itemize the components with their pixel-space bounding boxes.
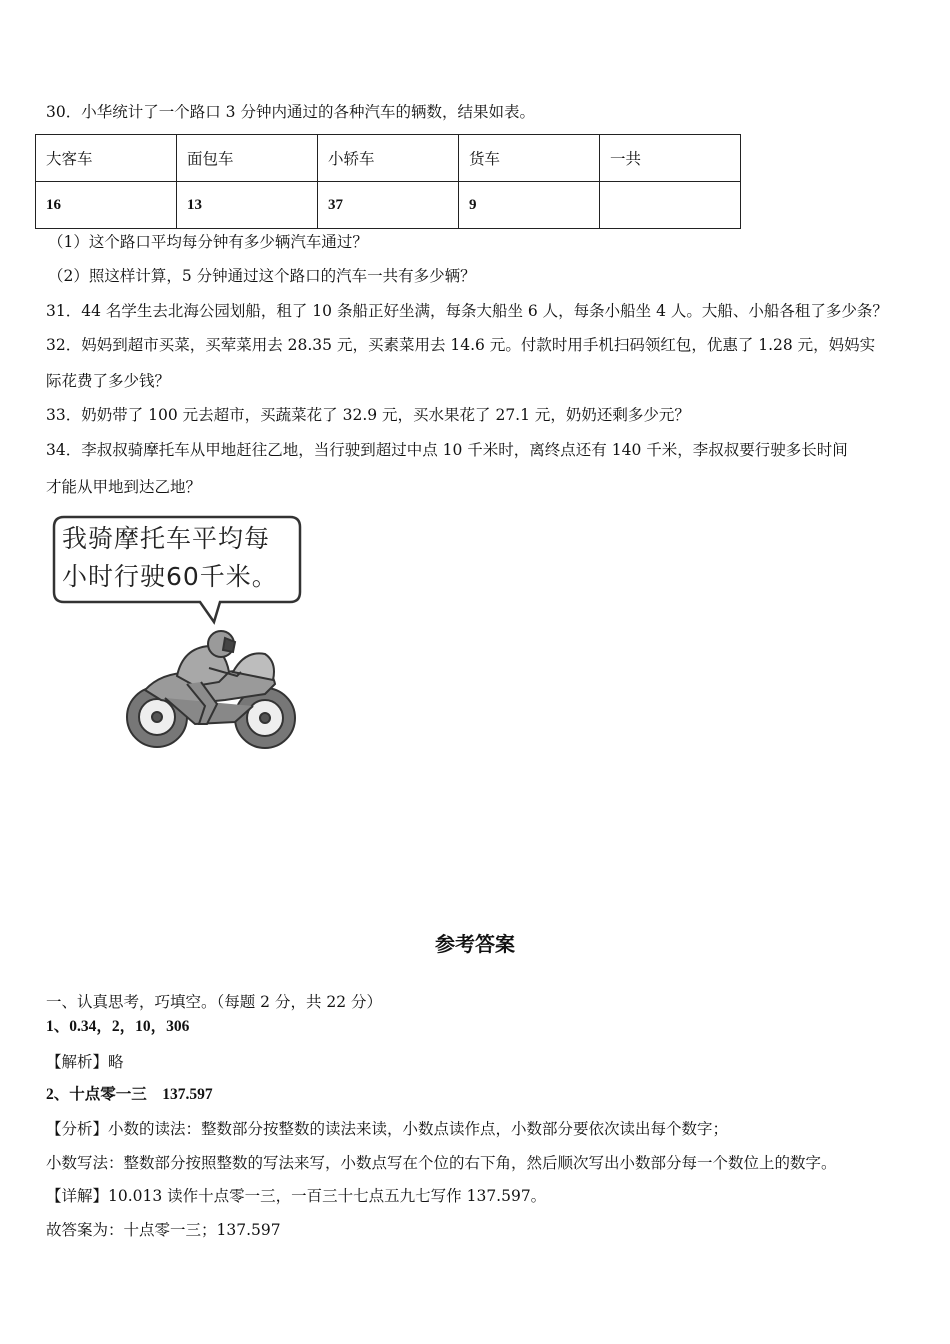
speech-bubble-line: 我骑摩托车平均每 [62, 524, 271, 553]
speech-bubble [52, 514, 304, 626]
table-cell: 9 [459, 182, 600, 229]
speech-bubble-line: 小时行驶60千米。 [62, 562, 278, 591]
answer-2-writing-rule: 小数写法：整数部分按照整数的写法来写，小数点写在个位的右下角，然后顺次写出小数部分每一个数位上的数字。 [46, 1154, 837, 1172]
motorcycle-rider-illustration [125, 628, 303, 753]
question-34-line-1: 34．李叔叔骑摩托车从甲地赶往乙地，当行驶到超过中点 10 千米时，离终点还有 140 千米，李叔叔要行驶多长时间 [46, 441, 848, 459]
table-header-cell: 大客车 [36, 135, 177, 182]
question-30-part-1: （1）这个路口平均每分钟有多少辆汽车通过？ [48, 233, 368, 251]
table-header-cell: 小轿车 [318, 135, 459, 182]
question-32-line-1: 32．妈妈到超市买菜，买荤菜用去 28.35 元，买素菜用去 14.6 元。付款时用手机扫码领红包，优惠了 1.28 元，妈妈实 [46, 336, 876, 354]
question-31: 31．44 名学生去北海公园划船，租了 10 条船正好坐满，每条大船坐 6 人，每条小船坐 4 人。大船、小船各租了多少条？ [46, 302, 888, 320]
answer-2-final: 故答案为：十点零一三；137.597 [46, 1221, 281, 1239]
vehicle-count-table [35, 134, 741, 229]
question-34-line-2: 才能从甲地到达乙地？ [46, 478, 202, 496]
table-header-cell: 一共 [600, 135, 741, 182]
question-30: 30．小华统计了一个路口 3 分钟内通过的各种汽车的辆数，结果如表。 [46, 103, 535, 121]
question-30-part-2: （2）照这样计算，5 分钟通过这个路口的汽车一共有多少辆？ [48, 267, 476, 285]
question-32-line-2: 际花费了多少钱？ [46, 372, 171, 390]
answer-2-detail: 【详解】10.013 读作十点零一三，一百三十七点五九七写作 137.597。 [46, 1187, 547, 1205]
table-cell: 37 [318, 182, 459, 229]
answer-1-note: 【解析】略 [46, 1053, 124, 1071]
question-33: 33．奶奶带了 100 元去超市，买蔬菜花了 32.9 元，买水果花了 27.1 元，奶奶还剩多少元？ [46, 406, 690, 424]
answer-section-heading: 一、认真思考，巧填空。（每题 2 分，共 22 分） [46, 993, 383, 1011]
speech-bubble-text [62, 520, 278, 596]
table-header-cell: 货车 [459, 135, 600, 182]
page-title: 参考答案 [435, 932, 515, 956]
table-cell [600, 182, 741, 229]
table-cell: 13 [177, 182, 318, 229]
table-header-row [36, 135, 741, 182]
answer-2-analysis: 【分析】小数的读法：整数部分按整数的读法来读，小数点读作点，小数部分要依次读出每个数字； [46, 1120, 729, 1138]
answer-1: 1、0.34，2，10，306 [46, 1018, 190, 1035]
answer-2: 2、十点零一三 137.597 [46, 1086, 213, 1103]
table-row [36, 182, 741, 229]
table-header-cell: 面包车 [177, 135, 318, 182]
table-cell: 16 [36, 182, 177, 229]
